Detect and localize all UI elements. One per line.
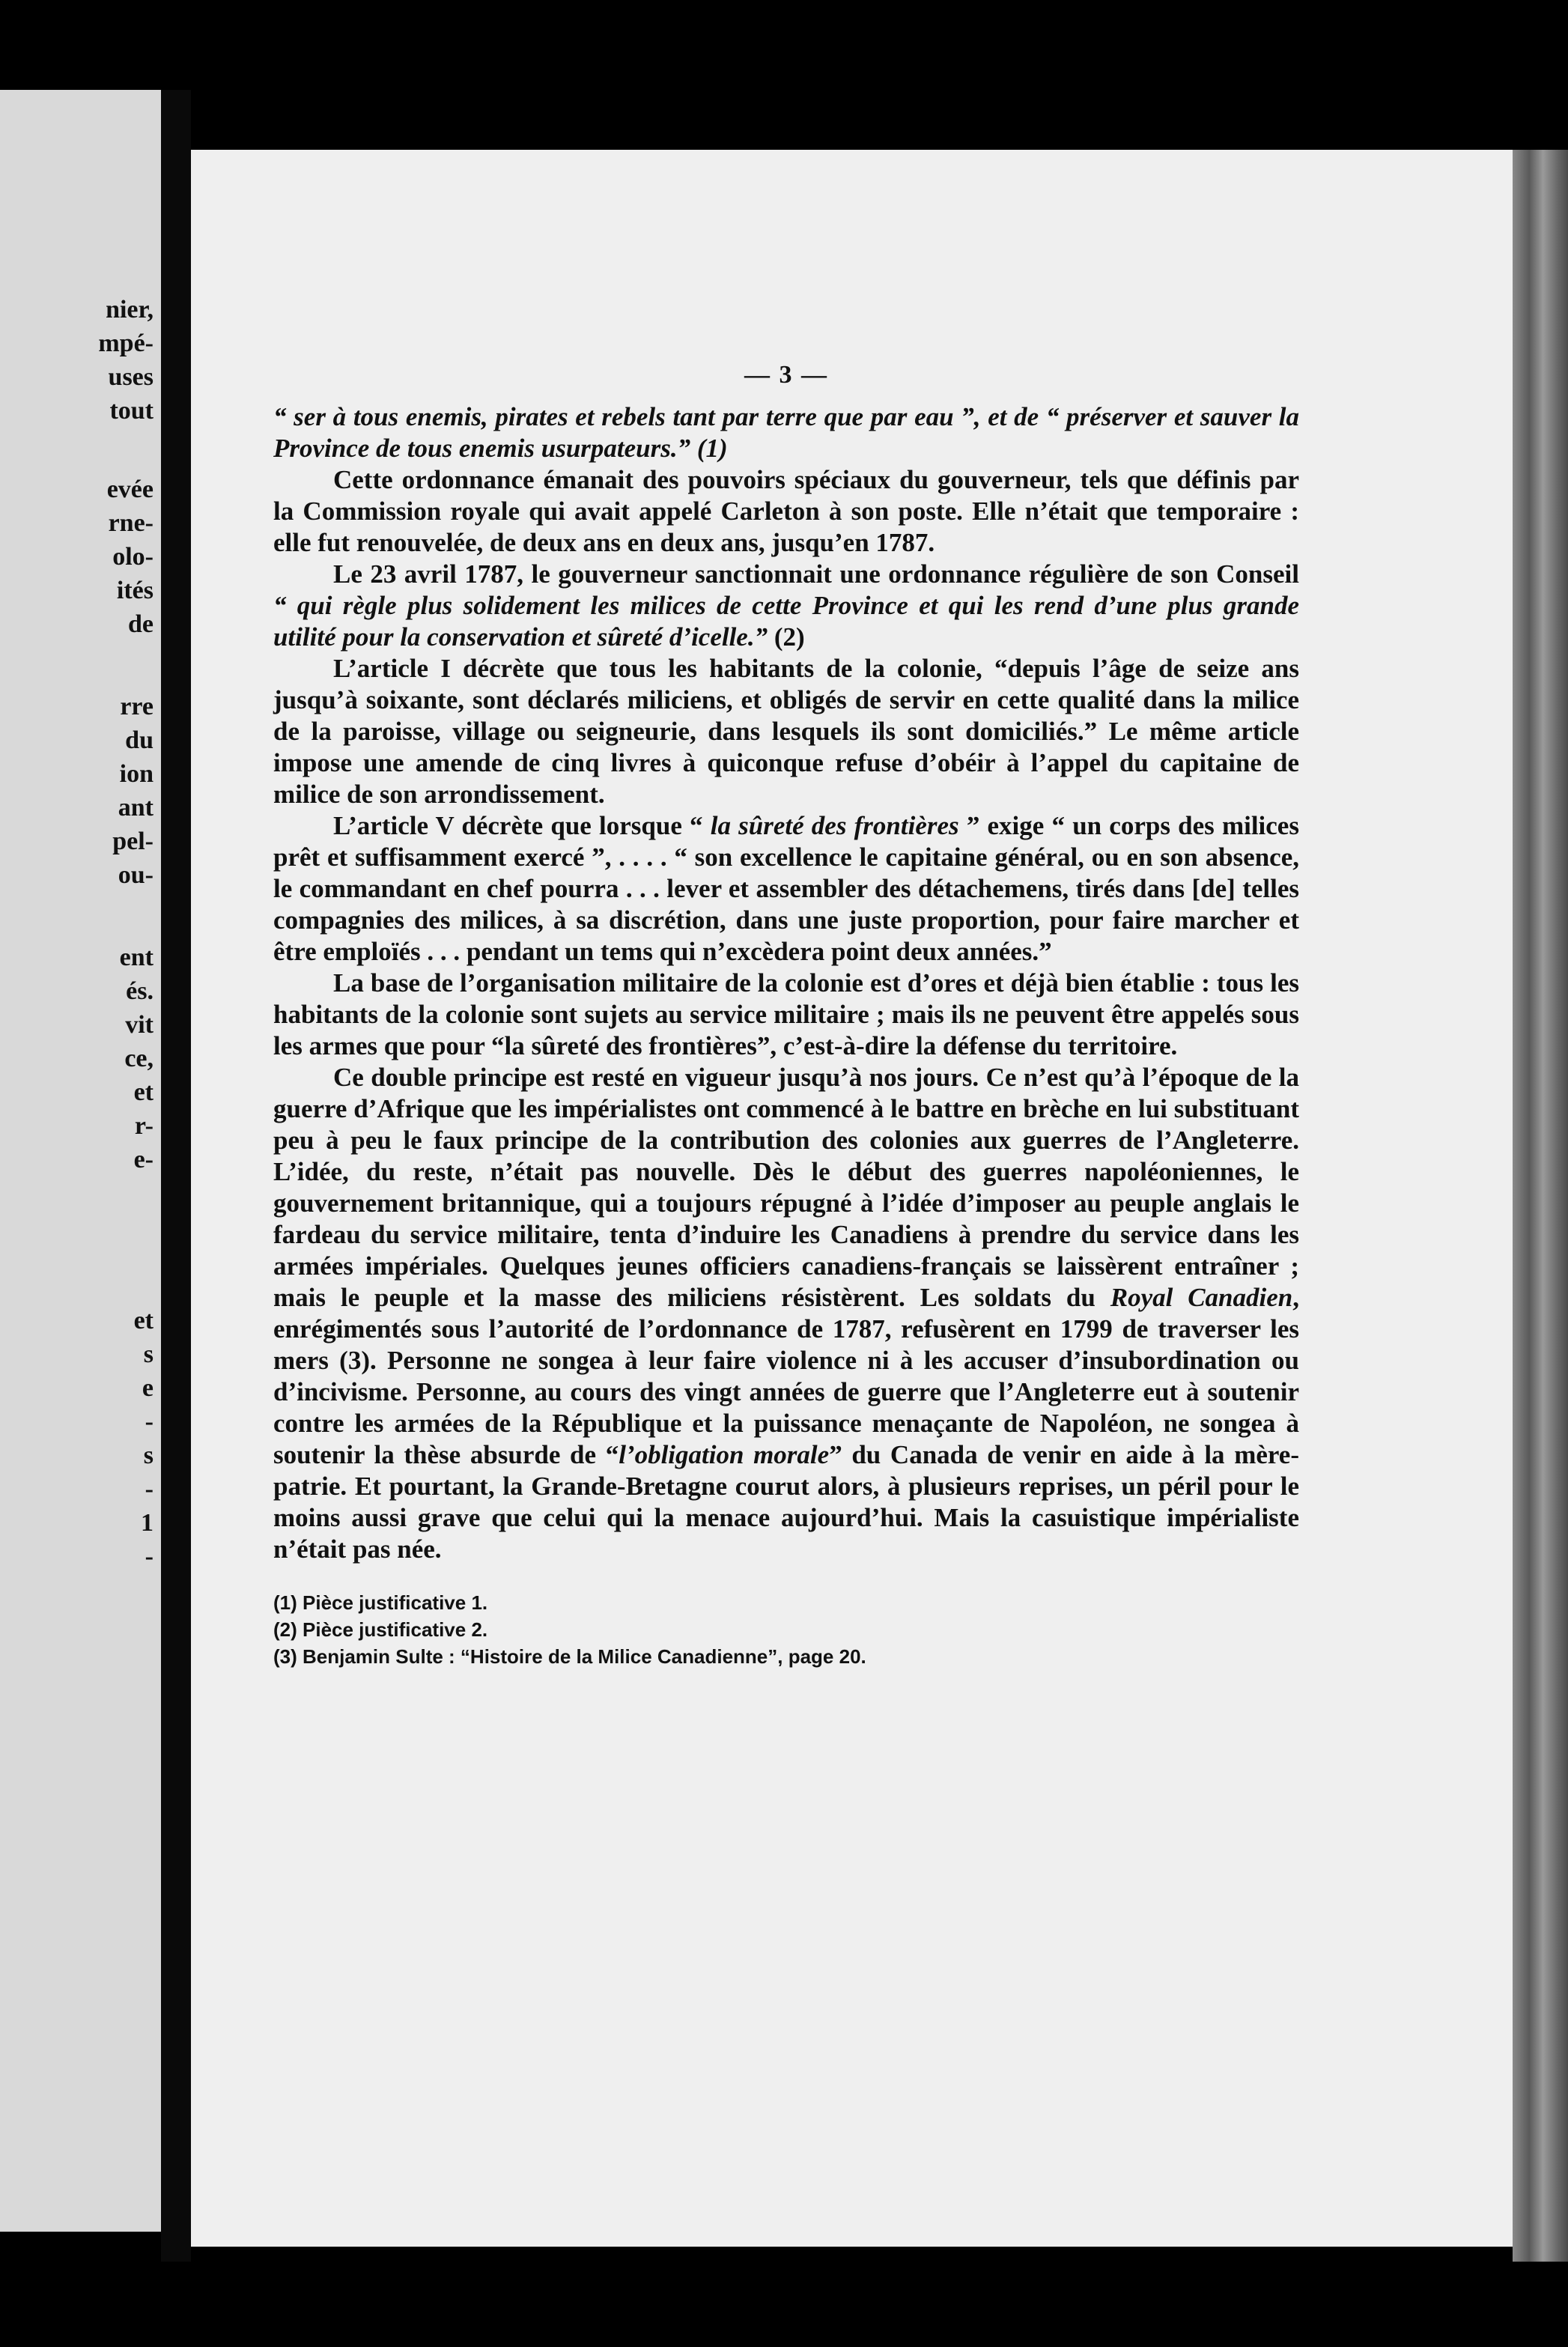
page-number: — 3 — [744,361,828,389]
left-page-fragment: tout [109,397,154,425]
adjacent-page-sliver [0,90,161,2232]
italic-regiment: Royal Canadien [1110,1283,1293,1312]
italic-phrase: la sûreté des frontières [710,811,959,840]
left-page-fragment: s [143,1442,154,1469]
left-page-fragment: e [142,1374,154,1402]
left-page-fragment: s [143,1341,154,1368]
left-page-fragment: evée [106,476,154,503]
paragraph-article-i: L’article I décrète que tous les habitants de la colonie, “depuis l’âge de seize ans jusqu’à soixante, sont déclarés miliciens, et obligés de servir en cette qualité dans la milice de la paroisse, village ou seigneurie, dans lesquels ils sont domiciliés.” Le même article impose une amende de cinq livres à quiconque refuse d’obéir à l’appel du capitaine de milice de son arrondissement. [273,654,1299,809]
left-page-fragment: de [128,610,154,638]
left-page-fragment: és. [126,977,154,1005]
left-page-fragment: ou- [118,861,154,889]
footnote-3: (3) Benjamin Sulte : “Histoire de la Milice Canadienne”, page 20. [273,1645,866,1668]
text-run: , enrégimentés sous l’autorité de l’ordonnance de 1787, refusèrent en 1799 de traverser les mers (3). Personne ne songea à leur faire violence ni à les accuser d’insubordination ou d’incivisme. Personne, au cours des vingt années de guerre que l’Angleterre eut à soutenir contre les armées de la République et la puissance menaçante de Napoléon, ne songea à soutenir la thèse absurde de “ [273,1283,1300,1469]
quote-text: “ ser à tous enemis, pirates et rebels tant par terre que par eau ”, et de “ préserver et sauver la Province de tous enemis usurpateurs.” (1) [273,402,1299,463]
text-run: ” exige “ un corps des milices prêt et suffisamment exercé ”, . . . . “ son excellence le capitaine général, ou en son absence, le commandant en chef pourra . . . lever et assembler des détachemens, tirés dans [de] telles compagnies des milices, à sa discrétion, dans une juste proportion, pour faire marcher et être emploïés . . . pendant un tems qui n’excèdera point deux années.” [273,811,1299,966]
footnote-2: (2) Pièce justificative 2. [273,1618,488,1641]
left-page-fragment: - [145,1543,154,1570]
left-page-fragment: nier, [106,296,154,324]
left-page-fragment: rne- [108,509,154,537]
left-page-fragment: ités [116,577,154,604]
paragraph-base-organisation: La base de l’organisation militaire de la colonie est d’ores et déjà bien établie : tous les habitants de la colonie sont sujets au service militaire ; mais ils ne peuvent être appelés sous les armes que pour “la sûreté des frontières”, c’est-à-dire la défense du territoire. [273,968,1299,1060]
page-text [273,359,1299,1670]
left-page-fragment: olo- [112,543,154,571]
left-page-fragment: - [145,1475,154,1503]
paragraph-1787 [273,559,1299,653]
footnote-ref: (2) [768,622,805,652]
left-page-fragment: r- [134,1112,154,1140]
left-page-fragment: ion [119,760,154,788]
left-page-fragment: ce, [124,1045,154,1072]
left-page-fragment: - [145,1408,154,1436]
left-page-fragment: rre [120,693,154,720]
left-page-fragment: et [133,1078,154,1106]
left-page-fragment: ant [118,794,154,822]
left-page-fragment: pel- [112,828,154,855]
page-edge-stack [1513,150,1568,2262]
left-page-fragment: du [125,726,154,754]
italic-quote: “ qui règle plus solidement les milices de cette Province et qui les rend d’une plus grande utilité pour la conservation et sûreté d’icelle.” [273,591,1299,652]
italic-phrase: l’obligation morale [619,1440,830,1469]
left-page-fragment: ent [119,944,154,971]
paragraph-double-principe [273,1062,1299,1565]
left-page-fragment: et [133,1307,154,1335]
paragraph-ordonnance: Cette ordonnance émanait des pouvoirs spéciaux du gouverneur, tels que définis par la Commission royale qui avait appelé Carleton à son poste. Elle n’était que temporaire : elle fut renouvelée, de deux ans en deux ans, jusqu’en 1787. [273,465,1299,557]
footnote-1: (1) Pièce justificative 1. [273,1591,488,1614]
text-run: ” du Canada de venir en aide à la mère-patrie. Et pourtant, la Grande-Bretagne courut alors, à plusieurs reprises, un péril pour le moins aussi grave que celui qui la menace aujourd’hui. Mais la casuistique impérialiste n’était pas née. [273,1440,1299,1564]
paragraph-article-v [273,810,1299,968]
left-page-fragment: e- [133,1146,154,1174]
footnotes [273,1589,1299,1670]
left-page-fragment: uses [108,363,154,391]
paragraph-quote-continuation [273,401,1299,464]
left-page-fragment: 1 [141,1509,154,1537]
text-run: Ce double principe est resté en vigueur jusqu’à nos jours. Ce n’est qu’à l’époque de la guerre d’Afrique que les impérialistes ont commencé à le battre en brèche en lui substituant peu à peu le faux principe de la contribution des colonies aux guerres de l’Angleterre. L’idée, du reste, n’était pas nouvelle. Dès le début des guerres napoléoniennes, le gouvernement britannique, qui a toujours répugné à l’idée d’imposer au peuple anglais le fardeau du service militaire, tenta d’induire les Canadiens à prendre du service dans les armées impériales. Quelques jeunes officiers canadiens-français se laissèrent entraîner ; mais le peuple et la masse des miliciens résistèrent. Les soldats du [273,1063,1299,1312]
book-gutter [161,90,191,2262]
left-page-fragment: vit [125,1011,154,1039]
text-run: L’article V décrète que lorsque “ [333,811,711,840]
text-run: Le 23 avril 1787, le gouverneur sanctionnait une ordonnance régulière de son Conseil [333,559,1299,589]
left-page-fragment: mpé- [98,330,154,357]
